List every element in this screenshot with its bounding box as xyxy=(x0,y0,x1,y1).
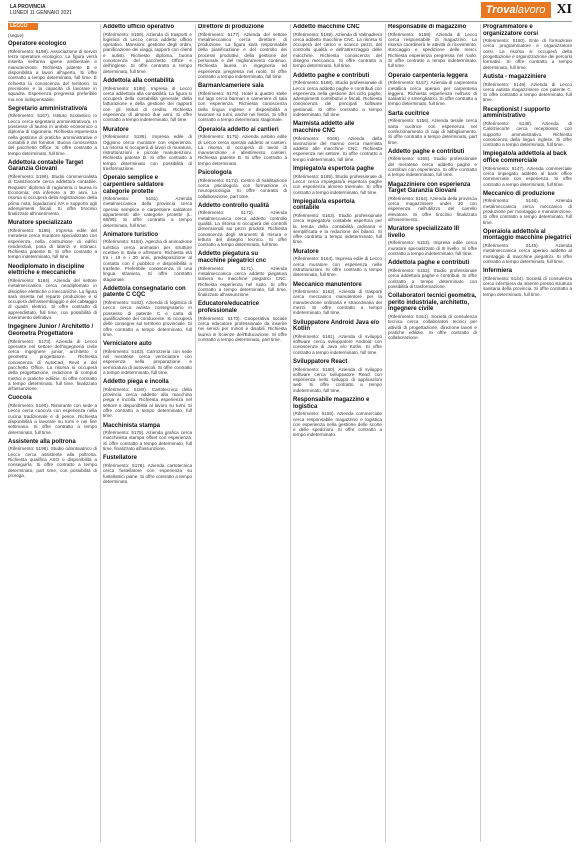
job-description: (Riferimento: 5151). Società di consulenza tecnica cerca collaboratori tecnici per attività di progettazione, direzione lavori e pratiche edilizie. Si offre contratto di collaborazione. xyxy=(388,313,477,341)
job-title: Muratore xyxy=(103,126,129,133)
job-title: Addetto/a alla contabilità xyxy=(103,77,175,84)
job-title: Addetto controllo qualità xyxy=(198,202,269,209)
job-ad xyxy=(293,73,382,118)
job-description: (Riferimento: 5156). Azienda tessile cerca sarta cucitrice con esperienza nel confezionamento di capi di abbigliamento. Si offre contratto a tempo determinato, part time. xyxy=(388,118,477,145)
job-ad xyxy=(388,24,477,69)
job-description: (Riferimento: 5152). Studio professionale cerca addetto/a paghe e contributi. Si offre contratto a tempo determinato con possibilità di trasformazione. xyxy=(388,267,477,289)
job-ad xyxy=(8,264,97,321)
job-ad xyxy=(198,203,287,248)
job-title: Marmista addetto alle macchine CNC xyxy=(293,121,355,134)
job-title: Programmatore e organizzatore corsi xyxy=(483,24,539,37)
job-title: Addetto piega e incolla xyxy=(103,379,169,386)
job-description: (Riferimento: 5196). Studio commercialista di Calolziocorte cerca addetto/a contabile. Requisiti: diploma di ragioneria o laurea in Economia; età inferiore a 30 anni. La risorsa si occuperà della registrazione della prima nota, liquidazioni IVA e supporto agli adempimenti fiscali. Si offre tirocinio finalizzato all'inserimento. xyxy=(8,174,97,217)
job-title: Operaio/a addetto ai cantieri xyxy=(198,126,279,133)
job-ad xyxy=(103,341,192,375)
job-title: Verniciatore auto xyxy=(103,341,152,348)
job-description: (Riferimento: 5179). Azienda grafica cerca macchinista stampa offset con esperienza. Si offre contratto a tempo determinato, full time, finalizzato all'assunzione. xyxy=(103,430,192,452)
job-ad xyxy=(483,151,572,186)
job-title: Operatore ecologico xyxy=(8,41,67,48)
job-description: (Riferimento: 5169). Azienda di Valmadrera cerca addetto macchine CNC. La risorsa si occuperà del carico e scarico pezzi, del controllo qualità e dell'attrezzaggio delle macchine. Richiesta conoscenza del disegno meccanico. Si offre contratto a tempo determinato, full time. xyxy=(293,31,382,69)
job-description: (Riferimento: 5170). Cooperativa sociale cerca educatore professionale da inserire nei servizi per minori e disabili. Richiesta laurea in Scienze dell'Educazione. Si offre contratto a tempo determinato, part time. xyxy=(198,315,287,342)
column-divider xyxy=(480,24,481,842)
job-title: Infermiera xyxy=(483,268,513,275)
job-description: (Riferimento: 5175). Azienda ambito edile di Lecco cerca operaio addetto ai cantieri. La risorsa si occuperà di lavori di manutenzione e allestimento cantieri. Richiesta patente B. Si offre contratto a tempo determinato. xyxy=(198,134,287,166)
job-description: (Riferimento: 5182). Azienda di logistica di Lecco cerca autista consegnatario in possesso di patente C e carta di qualificazione del conducente. Si occuperà delle consegne sul territorio provinciale. Si offre contratto a tempo determinato, full time. xyxy=(103,300,192,337)
listing-column xyxy=(483,24,572,842)
job-title: Operaio carpenteria leggera xyxy=(388,72,468,79)
job-title: Receptionist / supporto amministrativo xyxy=(483,106,551,120)
job-ad xyxy=(103,379,192,418)
job-ad xyxy=(293,397,382,438)
job-ad xyxy=(483,229,572,264)
job-ad xyxy=(483,268,572,297)
job-ad xyxy=(103,423,192,452)
job-ad xyxy=(103,78,192,123)
job-description: (Riferimento: 5184). Agenzia di animazione turistica cerca animatori per strutture ricettive in Italia e all'estero. Richiesta età tra i 18 e i 30 anni, predisposizione al contatto con il pubblico e disponibilità a trasferte. Preferibile conoscenza di una lingua straniera. Si offre contratto stagionale. xyxy=(103,239,192,282)
listing-column xyxy=(388,24,477,842)
job-description: (Riferimento: 5162). Azienda di trasporti cerca meccanico manutentore per la manutenzione ordinaria e straordinaria dei mezzi. Si offre contratto a tempo indeterminato, full time. xyxy=(293,289,382,316)
job-ad xyxy=(293,166,382,195)
job-title: Ingegnere Junior / Architetto / Geometra Progettatore xyxy=(8,324,94,337)
job-ad xyxy=(293,199,382,245)
job-description: (Riferimento: 5157). Azienda di carpenteria metallica cerca operaio per carpenteria leggera. Richiesta esperienza nell'uso di saldatrici e smerigliatrici. Si offre contratto a tempo determinato, full time. xyxy=(388,80,477,107)
job-ad xyxy=(198,251,287,297)
job-description: (Riferimento: 5145). Azienda metalmeccanica cerca operaio addetto al montaggio di macchine piegatrici. Si offre contratto a tempo determinato, full time. xyxy=(483,243,572,264)
job-title: Cuoco/a xyxy=(8,395,32,402)
publication-date: LUNEDÌ 11 GENNAIO 2021 xyxy=(10,10,72,16)
job-title: Assistente alla poltrona xyxy=(8,438,76,445)
column-divider xyxy=(195,24,196,842)
job-title: Sviluppatore Android Java e/o Kotlin xyxy=(293,319,380,333)
job-description: (Riferimento: 5163). Studio professionale cerca impiegato/a contabile esperto/a per la tenuta della contabilità ordinaria e semplificata e la redazione dei bilanci. Si offre contratto a tempo indeterminato, full time. xyxy=(293,212,382,245)
job-title: Meccanico manutentore xyxy=(293,281,362,288)
job-description: (Riferimento: 5164). Impresa edile di Lecco cerca muratore con esperienza nelle ristrutturazioni. Si offre contratto a tempo determinato, full time. xyxy=(293,256,382,278)
column-divider xyxy=(385,24,386,842)
job-description: (Riferimento: 5159). Azienda commerciale cerca responsabile magazzino e logistica con esperienza nella gestione delle scorte e delle spedizioni. Si offre contratto a tempo indeterminato. xyxy=(293,411,382,438)
job-description: (Riferimento: 5158). Azienda di Lecco cerca responsabile di magazzino. La risorsa coordinerà le attività di ricevimento, stoccaggio e spedizione delle merci. Richiesta esperienza pregressa nel ruolo. Si offre contratto a tempo indeterminato, full time. xyxy=(388,31,477,69)
job-ad xyxy=(198,127,287,166)
job-description: (Riferimento: 5167). Istituto Scolastico in Lecco cerca segretario amministrativo/a. In possesso di laurea in ambito economico o diploma di ragioneria. Richiesta esperienza nella gestione di pratiche amministrative e contabili e dei fornitori. Buona conoscenza del pacchetto Office. Si offre contratto a tempo determinato, full time. xyxy=(8,113,97,156)
page-header xyxy=(0,0,580,22)
job-title: Muratore xyxy=(293,248,319,255)
job-description: (Riferimento: 5178). Azienda cartotecnica cerca fustellatore con esperienza su fustellatrici piane. Si offre contratto a tempo determinato. xyxy=(103,462,192,484)
job-ad xyxy=(483,74,572,103)
listing-column xyxy=(103,24,192,842)
job-title: Animatore turistico xyxy=(103,231,159,238)
job-ad xyxy=(483,107,572,148)
job-description: (Riferimento: 5174). Centro di riabilitazione cerca psicologo/a con formazione in neuropsicologia. Si offre contratto di collaborazione, part time. xyxy=(198,177,287,199)
job-description: (Riferimento: 5180). Cartotecnica della provincia cerca addetto alla macchina piega e incolla. Richiesta esperienza nel settore e disponibilità al lavoro su turni. Si offre contratto a tempo determinato, full time. xyxy=(103,386,192,419)
job-title: Magazziniere con esperienza Target Garanzia Giovani xyxy=(388,181,471,195)
job-ad xyxy=(388,182,477,223)
job-title: Barman/cameriere sala xyxy=(198,83,264,90)
job-description: (Riferimento: 5186). Impresa edile di Oggiono cerca muratore con esperienza. La risorsa si occuperà di lavori di muratura, ristrutturazioni e piccole manutenzioni. Richiesta patente B. Si offre contratto a tempo determinato con possibilità di trasformazione. xyxy=(103,134,192,172)
header-rule xyxy=(8,21,572,22)
job-title: Fustellatore xyxy=(103,455,138,462)
listing-column xyxy=(8,33,97,849)
job-ad xyxy=(103,175,192,228)
job-description: (Riferimento: 5153). Impresa edile cerca muratore specializzato di III livello. Si offre contratto a tempo indeterminato, full time. xyxy=(388,240,477,257)
job-ad xyxy=(293,359,382,393)
job-title: Addetto/a paghe e contributi xyxy=(388,260,470,267)
job-ad xyxy=(293,320,382,355)
job-ad xyxy=(388,111,477,145)
job-description: (Riferimento: 5155). Studio professionale del meratese cerca addetto paghe e contributi con esperienza. Si offre contratto a tempo indeterminato, full time. xyxy=(388,156,477,178)
job-title: Addetto paghe e contributi xyxy=(388,148,465,155)
job-title: Collaboratori tecnici geometra, perito industriale, architetto, ingegnere civile xyxy=(388,293,477,313)
trovalavoro-logo: Trovalavoro xyxy=(481,2,552,18)
job-description: (Riferimento: 5194). Azienda del settore metalmeccanico cerca neodiplomato in discipline elettriche o meccaniche. La figura sarà inserita nel reparto produzione e si occuperà dell'assemblaggio e del cablaggio di quadri elettrici. Si offre contratto di apprendistato, full time, con possibilità di inserimento definitivo. xyxy=(8,277,97,321)
continuation-label: (segue) xyxy=(8,33,24,38)
masthead xyxy=(10,4,72,16)
job-ad xyxy=(293,121,382,162)
job-description: (Riferimento: 5183). Carrozzeria con sede nel meratese cerca verniciatore con esperienza nella preparazione e verniciatura di autoveicoli. Si offre contratto a tempo indeterminato, full time. xyxy=(103,348,192,375)
page-number: XI xyxy=(556,2,572,17)
job-title: Segretario amministrativo/a xyxy=(8,105,88,112)
job-title: Macchinista stampa xyxy=(103,422,161,429)
job-title: Direttore di produzione xyxy=(198,24,264,30)
job-title: Muratore specializzato xyxy=(8,220,73,227)
job-title: Addetto macchine CNC xyxy=(293,24,360,30)
job-title: Addetto/a contabile Target Garanzia Giovani xyxy=(8,159,84,173)
job-title: Meccanico di produzione xyxy=(483,190,555,197)
job-title: Muratore specializzato III livello xyxy=(388,226,460,239)
job-title: Addetto ufficio operativo xyxy=(103,24,174,30)
job-ad xyxy=(103,286,192,337)
job-ad xyxy=(103,455,192,484)
job-ad xyxy=(388,260,477,289)
listing-column xyxy=(198,24,287,842)
job-ad xyxy=(388,73,477,107)
publication-name: LA PROVINCIA xyxy=(10,4,46,10)
job-title: Sviluppatore React xyxy=(293,359,348,365)
job-description: (Riferimento: 5160). Azienda di sviluppo software cerca sviluppatore React con esperienza nello sviluppo di applicazioni web. Si offre contratto a tempo indeterminato, full time. xyxy=(293,366,382,393)
job-description: (Riferimento: 5146). Azienda metalmeccanica cerca meccanico di produzione per montaggio e manutenzione. Si offre contratto a tempo determinato, full time. xyxy=(483,198,572,225)
job-title: Addetto piegatura su macchine piegatrici cnc xyxy=(198,251,267,265)
job-ad xyxy=(388,293,477,340)
job-description: (Riferimento: 5148). Azienda di Calolziocorte cerca receptionist con supporto amministrativo. Richiesta conoscenza della lingua inglese. Si offre contratto a tempo determinato, full time. xyxy=(483,120,572,148)
job-title: Neodiplomato in discipline elettriche e meccaniche xyxy=(8,263,85,277)
job-ad xyxy=(103,232,192,282)
job-title: Autista - magazziniere xyxy=(483,73,547,80)
job-ad xyxy=(293,282,382,316)
job-description: (Riferimento: 5185). Impresa edile del meratese cerca muratore specializzato con esperienza nella costruzione di edifici residenziali, posa di laterizi e intonaci. Richiesta patente B. Si offre contratto a tempo indeterminato, full time. xyxy=(8,227,97,260)
listing-column xyxy=(293,24,382,842)
job-ad xyxy=(198,170,287,199)
job-description: (Riferimento: 5199). Azienda di trasporti e logistica di Lecco cerca addetto ufficio operativo. Mansioni: gestione degli ordini, pianificazione dei viaggi, rapporti con clienti e autisti. Richiesto diploma, buona conoscenza del pacchetto Office e dell'inglese. Si offre contratto a tempo determinato, full time. xyxy=(103,31,192,74)
job-description: (Riferimento: 5176). Hotel a quattro stelle sul lago cerca barman e cameriere di sala con esperienza. Richiesta conoscenza della lingua inglese e disponibilità a lavorare su turni, anche nei festivi. Si offre contratto a tempo determinato stagionale. xyxy=(198,90,287,123)
job-description: (Riferimento: 5165). Studio professionale di Lecco cerca impiegato/a esperto/a paghe con esperienza almeno triennale. Si offre contratto a tempo indeterminato, full time. xyxy=(293,173,382,195)
job-title: Impiegato/a esperto/a paghe xyxy=(293,166,375,173)
job-ad xyxy=(8,160,97,217)
job-ad xyxy=(8,395,97,434)
job-description: (Riferimento: 5171). Azienda metalmeccanica cerca addetto piegatura lamiera su macchine piegatrici CNC. Richiesta esperienza nel ruolo. Si offre contratto a tempo determinato, full time, finalizzato all'assunzione. xyxy=(198,265,287,298)
job-ad xyxy=(483,191,572,225)
job-description: (Riferimento: 5177). Azienda del settore metalmeccanico cerca direttore di produzione. La figura sarà responsabile della pianificazione e del controllo dei processi produttivi, della gestione del personale e del miglioramento continuo. Richiesta laurea in ingegneria ed esperienza pregressa nel ruolo. Si offre contratto a tempo indeterminato, full time. xyxy=(198,31,287,79)
job-ad xyxy=(198,24,287,79)
job-title: Psicologo/a xyxy=(198,170,232,177)
job-title: Responsabile di magazzino xyxy=(388,24,467,30)
job-ad xyxy=(8,439,97,478)
column-divider xyxy=(100,24,101,842)
job-ad xyxy=(8,41,97,102)
job-ad xyxy=(293,249,382,278)
job-title: Operaio/a addetto/a al montaggio macchine piegatrici xyxy=(483,228,572,242)
job-title: Addetto paghe e contributi xyxy=(293,72,370,79)
job-description: (Riferimento: 5154). Azienda della provincia cerca magazziniere under 30 con esperienza nell'utilizzo del carrello elevatore. Si offre tirocinio finalizzato all'inserimento. xyxy=(388,195,477,222)
job-ad xyxy=(483,24,572,70)
job-description: (Riferimento: 5147). Azienda commerciale cerca impiegato addetto al back office commerciale con esperienza. Si offre contratto a tempo determinato, full time. xyxy=(483,165,572,187)
job-ad xyxy=(103,24,192,74)
job-description: (Riferimento: 5150). Ente di formazione cerca programmatore e organizzatore corsi. La risorsa si occuperà della progettazione e organizzazione dei percorsi formativi. Si offre contratto a tempo determinato, full time. xyxy=(483,38,572,70)
job-ad xyxy=(198,83,287,122)
job-title: Sarta cucitrice xyxy=(388,110,430,117)
column-divider xyxy=(290,24,291,842)
job-description: (Riferimento: 5190). Ristorante con sede a Lecco cerca cuoco/a con esperienza nella cucina tradizionale e di pesce. Richiesta disponibilità a lavorare su turni e nei fine settimana. Si offre contratto a tempo determinato, full time. xyxy=(8,403,97,435)
job-ad xyxy=(103,127,192,172)
job-description: (Riferimento: 5172). Azienda metalmeccanica cerca addetto controllo qualità. La risorsa si occuperà dei controlli dimensionali sui pezzi prodotti. Richiesta conoscenza degli strumenti di misura e lettura del disegno tecnico. Si offre contratto a tempo determinato, full time. xyxy=(198,210,287,248)
section-tag: LECCO xyxy=(8,23,38,30)
job-description: (Riferimento: 5198). Studio odontoiatrico di Lecco cerca assistente alla poltrona. Richiesta qualifica ASO o disponibilità a conseguirla. Si offre contratto a tempo determinato, part time, con possibilità di proroga. xyxy=(8,446,97,478)
job-title: Impiegato/a esperto/a contabile xyxy=(293,198,355,212)
job-ad xyxy=(198,301,287,342)
job-ad xyxy=(293,24,382,69)
job-description: (Riferimento: 5173). Azienda di Lecco operante nel settore dell'ingegneria civile cerca ingegnere junior, architetto o geometra progettatore. Richiesta conoscenza di AutoCad, Revit e del pacchetto Office. La risorsa si occuperà della progettazione, redazione di computi metrici e pratiche edilizie. Si offre contratto a tempo determinato, full time, finalizzato all'assunzione. xyxy=(8,338,97,392)
job-description: (Riferimento: 5166). Azienda della lavorazione del marmo cerca marmista addetto alle macchine CNC. Richiesta esperienza nel settore. Si offre contratto a tempo indeterminato, full time. xyxy=(293,135,382,162)
job-description: (Riferimento: 5144). Società di consulenza cerca infermiera da inserire presso struttura sanitaria della provincia. Si offre contratto a tempo determinato, full time. xyxy=(483,275,572,297)
job-title: Addetto/a consegnatario con patente C CQC xyxy=(103,285,186,299)
job-ad xyxy=(8,106,97,156)
job-ad xyxy=(8,324,97,391)
job-description: (Riferimento: 5188). Impresa di Lecco cerca addetto/a alla contabilità. La figura si occuperà della contabilità generale, della fatturazione e della gestione dei rapporti con gli istituti di credito. Richiesta esperienza di almeno due anni. Si offre contratto a tempo indeterminato, full time. xyxy=(103,85,192,123)
job-description: (Riferimento: 5181). Azienda metalmeccanica della provincia cerca operaio semplice e carpentiere saldatore appartenenti alle categorie protette (L. 68/99). Si offre contratto a tempo determinato, full time. xyxy=(103,196,192,228)
job-title: Impiegato/a addetto/a al back office commerciale xyxy=(483,151,567,165)
section-brand xyxy=(481,2,572,18)
job-description: (Riferimento: 5149). Azienda di Lecco cerca autista magazziniere con patente C. Si offre contratto a tempo determinato, full time. xyxy=(483,81,572,103)
job-title: Educatore/educatrice professionale xyxy=(198,301,260,315)
job-ad xyxy=(8,220,97,259)
job-description: (Riferimento: 5198). Associazione di servizi terza operatore ecologico. La figura verrà inserita nell'area igiene ambientale e manutenzione. Richiesta patente B e disponibilità a lavori all'aperto. Si offre contratto a tempo determinato, full time. È richiesta la conoscenza del territorio, la precisione e la capacità di lavorare in squadra. Esperienza pregressa preferibile ma non indispensabile. xyxy=(8,48,97,102)
job-description: (Riferimento: 5161). Azienda di sviluppo software cerca sviluppatore Android con conoscenza di Java e/o Kotlin. Si offre contratto a tempo indeterminato, full time. xyxy=(293,333,382,355)
job-ad xyxy=(388,226,477,256)
job-ad xyxy=(388,149,477,178)
job-description: (Riferimento: 5168). Studio professionale di Lecco cerca addetto paghe e contributi con esperienza nella gestione del ciclo paghe, adempimenti contributivi e fiscali. Richiesta conoscenza dei principali software gestionali. Si offre contratto a tempo indeterminato, full time. xyxy=(293,80,382,118)
job-title: Operaio semplice e carpentiere saldatore categorie protette xyxy=(103,175,164,195)
job-title: Responsabile magazzino e logistica xyxy=(293,397,370,410)
